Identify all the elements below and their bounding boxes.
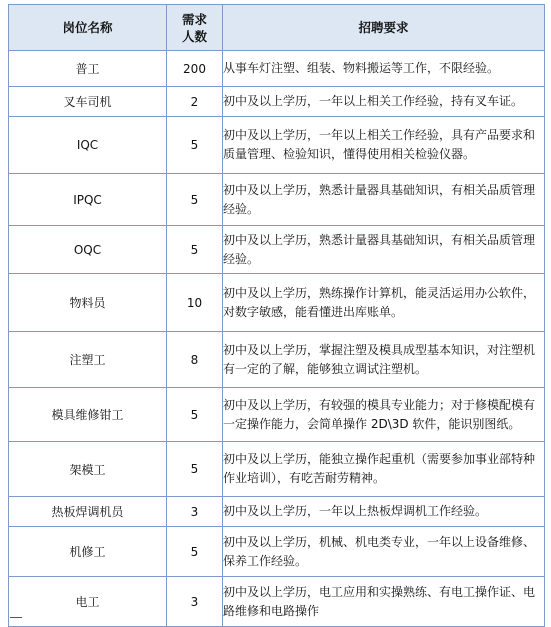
cell-requirements: 从事车灯注塑、组装、物料搬运等工作，不限经验。: [223, 51, 545, 87]
cell-count: 10: [167, 274, 223, 332]
cell-position: IQC: [9, 117, 167, 174]
cell-requirements: 初中及以上学历，掌握注塑及模具成型基本知识，对注塑机有一定的了解，能够独立调试注塑机。: [223, 332, 545, 388]
cell-count: 3: [167, 497, 223, 527]
cell-requirements: 初中及以上学历，熟悉计量器具基础知识，有相关品质管理经验。: [223, 226, 545, 274]
table-row: [9, 226, 545, 274]
table-row: [9, 332, 545, 388]
cell-requirements: 初中及以上学历，一年以上相关工作经验，持有叉车证。: [223, 87, 545, 117]
cell-count: 200: [167, 51, 223, 87]
cell-position: 普工: [9, 51, 167, 87]
table-row: [9, 577, 545, 627]
cell-position: OQC: [9, 226, 167, 274]
table-row: [9, 87, 545, 117]
cell-requirements: 初中及以上学历，一年以上相关工作经验，具有产品要求和质量管理、检验知识，懂得使用相关检验仪器。: [223, 117, 545, 174]
cell-count: 5: [167, 117, 223, 174]
cell-count: 5: [167, 388, 223, 442]
cell-position: 热板焊调机员: [9, 497, 167, 527]
cell-position: 物料员: [9, 274, 167, 332]
cell-requirements: 初中及以上学历，能独立操作起重机（需要参加事业部特种作业培训），有吃苦耐劳精神。: [223, 442, 545, 497]
table-row: [9, 174, 545, 226]
cell-requirements: 初中及以上学历，电工应用和实操熟练、有电工操作证、电路维修和电路操作: [223, 577, 545, 627]
cell-position: 叉车司机: [9, 87, 167, 117]
cell-position: 架模工: [9, 442, 167, 497]
cell-position: 机修工: [9, 527, 167, 577]
cell-position: IPQC: [9, 174, 167, 226]
footer-divider: [10, 617, 22, 618]
cell-requirements: 初中及以上学历，有较强的模具专业能力；对于修模配模有一定操作能力，会简单操作 2D\3D 软件，能识别图纸。: [223, 388, 545, 442]
cell-position: 模具维修钳工: [9, 388, 167, 442]
table-row: [9, 497, 545, 527]
cell-count: 5: [167, 442, 223, 497]
table-row: [9, 274, 545, 332]
cell-position: 电工: [9, 577, 167, 627]
cell-position: 注塑工: [9, 332, 167, 388]
header-count: [167, 5, 223, 51]
cell-count: 3: [167, 577, 223, 627]
table-row: [9, 442, 545, 497]
cell-requirements: 初中及以上学历，熟悉计量器具基础知识，有相关品质管理经验。: [223, 174, 545, 226]
cell-requirements: 初中及以上学历，熟练操作计算机，能灵活运用办公软件，对数字敏感，能看懂进出库账单。: [223, 274, 545, 332]
table-row: [9, 51, 545, 87]
table-row: [9, 117, 545, 174]
cell-count: 5: [167, 226, 223, 274]
cell-count: 2: [167, 87, 223, 117]
table-row: [9, 388, 545, 442]
header-position: 岗位名称: [9, 5, 167, 51]
table-row: [9, 527, 545, 577]
header-count-text: 需求人数: [181, 11, 207, 44]
header-requirements: 招聘要求: [223, 5, 545, 51]
recruitment-table: [8, 4, 545, 627]
cell-count: 5: [167, 174, 223, 226]
cell-count: 5: [167, 527, 223, 577]
cell-count: 8: [167, 332, 223, 388]
table-header-row: [9, 5, 545, 51]
cell-requirements: 初中及以上学历，一年以上热板焊调机工作经验。: [223, 497, 545, 527]
cell-requirements: 初中及以上学历，机械、机电类专业，一年以上设备维修、保养工作经验。: [223, 527, 545, 577]
